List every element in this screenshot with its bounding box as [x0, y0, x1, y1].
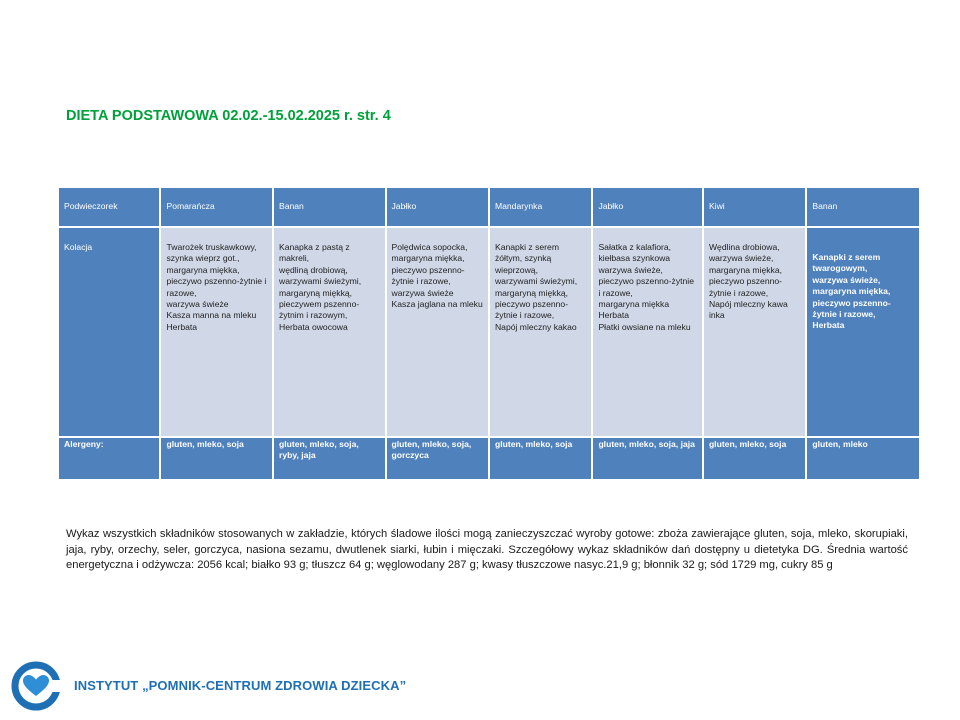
table-row-alergeny: [59, 438, 919, 479]
table-cell: Twarożek truskawkowy, szynka wieprz got., margaryna miękka, pieczywo pszenno-żytnie i razowe, warzywa świeże Kasza manna na mleku Herbata: [161, 228, 272, 436]
table-cell: gluten, mleko: [807, 438, 919, 479]
table-cell: Kanapki z serem żółtym, szynką wieprzową, warzywami świeżymi, margaryną miękką, pieczywo pszenno-żytnie i razowe, Napój mleczny kakao: [490, 228, 591, 436]
table-cell: Alergeny:: [59, 438, 159, 479]
heart-logo-icon: [10, 660, 66, 712]
table-cell: gluten, mleko, soja: [161, 438, 272, 479]
table-cell: Kiwi: [704, 188, 805, 226]
footer: [10, 660, 430, 712]
table-cell: Banan: [807, 188, 919, 226]
page-title: DIETA PODSTAWOWA 02.02.-15.02.2025 r. str. 4: [66, 108, 391, 124]
table-cell: Pomarańcza: [161, 188, 272, 226]
table-cell: gluten, mleko, soja: [704, 438, 805, 479]
table-cell: gluten, mleko, soja, ryby, jaja: [274, 438, 385, 479]
table-row-podwieczorek: [59, 188, 919, 226]
table-cell: Banan: [274, 188, 385, 226]
table-cell: Mandarynka: [490, 188, 591, 226]
allergen-note: Wykaz wszystkich składników stosowanych w zakładzie, których śladowe ilości mogą zanieczyszczać wyroby gotowe: zboża zawierające gluten, soja, mleko, skorupiaki, jaja, ryby, orzechy, seler, gorczyca, nasiona sezamu, dwutlenek siarki, łubin i mięczaki. Szczegółowy wykaz składników dań dostępny u dietetyka DG. Średnia wartość energetyczna i odżywcza: 2056 kcal; białko 93 g; tłuszcz 64 g; węglowodany 287 g; kwasy tłuszczowe nasyc.21,9 g; błonnik 32 g; sód 1729 mg, cukry 85 g: [66, 528, 908, 572]
table-cell: Jabłko: [387, 188, 488, 226]
table-row-kolacja: [59, 228, 919, 436]
organization-name: INSTYTUT „POMNIK-CENTRUM ZDROWIA DZIECKA”: [74, 678, 407, 693]
table-cell: gluten, mleko, soja: [490, 438, 591, 479]
table-cell: Kanapka z pastą z makreli, wędliną drobiową, warzywami świeżymi, margaryną miękką, pieczywem pszenno-żytnim i razowym, Herbata owocowa: [274, 228, 385, 436]
table-cell: Jabłko: [593, 188, 702, 226]
diet-menu-table: [57, 186, 921, 481]
table-cell: Wędlina drobiowa, warzywa świeże, margaryna miękka, pieczywo pszenno-żytnie i razowe, Napój mleczny kawa inka: [704, 228, 805, 436]
table-cell: Polędwica sopocka, margaryna miękka, pieczywo pszenno-żytnie i razowe, warzywa świeże Kasza jaglana na mleku: [387, 228, 488, 436]
table-cell: Kanapki z serem twarogowym, warzywa świeże, margaryna miękka, pieczywo pszenno-żytnie i razowe, Herbata: [807, 228, 919, 436]
table-cell: gluten, mleko, soja, gorczyca: [387, 438, 488, 479]
table-cell: Sałatka z kalafiora, kiełbasa szynkowa warzywa świeże, pieczywo pszenno-żytnie i razowe, margaryna miękka Herbata Płatki owsiane na mleku: [593, 228, 702, 436]
table-cell: Podwieczorek: [59, 188, 159, 226]
table-cell: Kolacja: [59, 228, 159, 436]
table-cell: gluten, mleko, soja, jaja: [593, 438, 702, 479]
